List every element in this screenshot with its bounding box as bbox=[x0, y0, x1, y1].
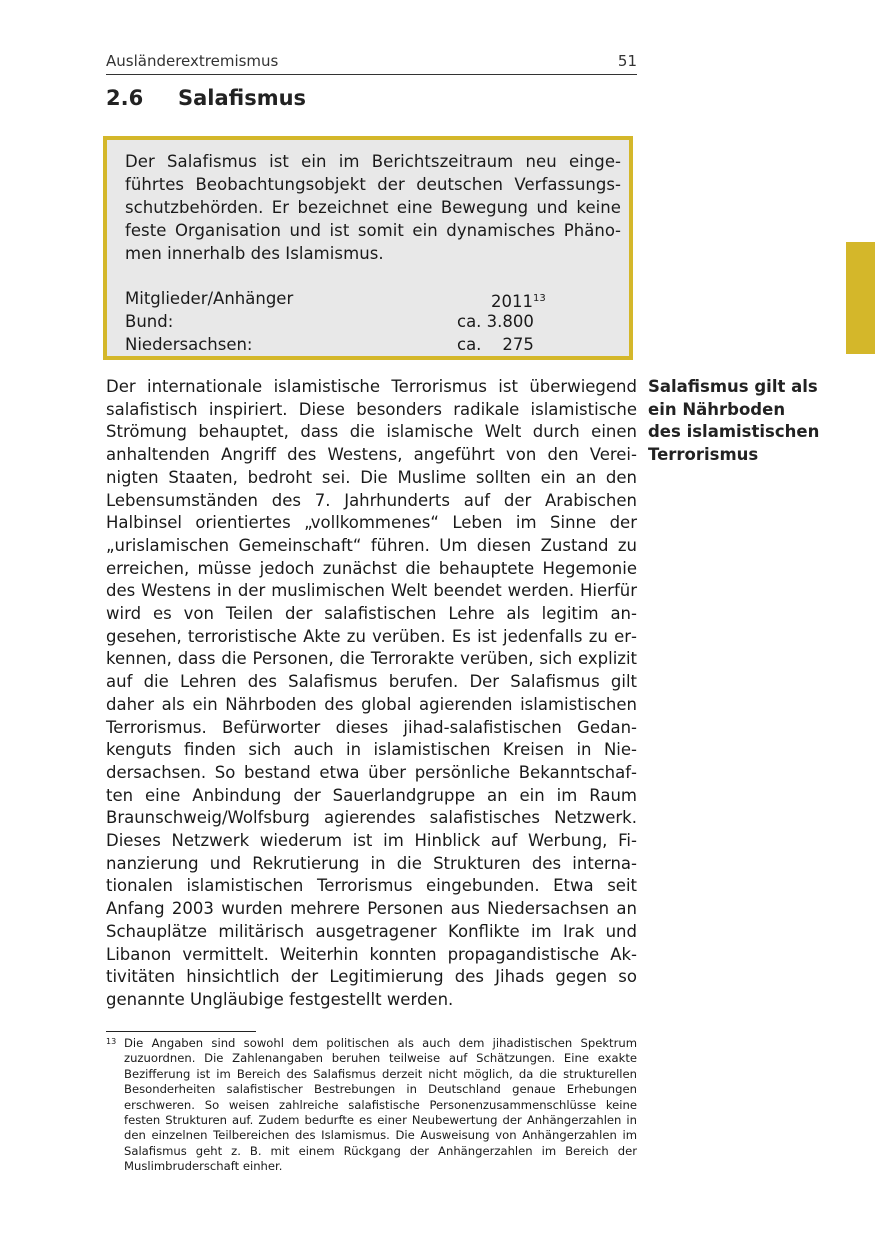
footnote-text: Die Angaben sind sowohl dem politischen als auch dem jihadistischen Spektrum zuzuordnen. Die Zahlenangaben beruhen teilweise auf Schätzungen. Eine exakte Bezifferung ist im Bereich des Salafismus derzeit nicht möglich, da die strukturellen Besonderheiten salafistischer Bestrebungen in Deutschland genaue Erhebungen erschweren. So weisen zahlreiche salafistische Personenzusammenschlüsse keine festen Strukturen auf. Zudem bedurfte es einer Neubewertung der Anhängerzahlen in den einzelnen Teilbereichen des Islamismus. Die Ausweisung von Anhängerzahlen im Salafismus geht z. B. mit einem Rückgang der Anhängerzahlen im Bereich der Muslimbruderschaft einher. bbox=[124, 1036, 637, 1174]
stats-row-label: Bund: bbox=[125, 312, 174, 331]
stats-header-label: Mitglieder/Anhänger bbox=[125, 289, 294, 308]
stats-row-value: ca. 275 bbox=[457, 335, 534, 354]
footnote bbox=[106, 1036, 637, 1175]
section-heading bbox=[106, 86, 306, 110]
footnote-reference: 13 bbox=[533, 293, 546, 304]
footnote-number: 13 bbox=[106, 1037, 117, 1046]
footnote-separator bbox=[106, 1031, 256, 1032]
chapter-title: Ausländerextremismus bbox=[106, 52, 279, 70]
chapter-side-tab bbox=[846, 242, 875, 354]
margin-note: Salafismus gilt als ein Nährboden des islamistischen Terrorismus bbox=[648, 377, 820, 465]
stats-year-value: 2011 bbox=[491, 292, 533, 311]
section-title: Salafismus bbox=[178, 86, 307, 110]
stats-row-label: Niedersachsen: bbox=[125, 335, 253, 354]
info-box-text: Der Salafismus ist ein im Berichtszeitraum neu eingeführtes Beobachtungsobjekt der deutschen Verfassungsschutzbehörden. Er bezeichnet eine Bewegung und keine feste Organisation und ist somit ein dynamisches Phänomen innerhalb des Islamismus. bbox=[125, 152, 621, 263]
info-box bbox=[103, 136, 633, 360]
body-paragraph: Der internationale islamistische Terrorismus ist überwiegend salafistisch inspiriert. Diese besonders radikale islamistische Strömung behauptet, dass die islamische Welt durch einen anhaltenden Angriff des Westens, angeführt von den Vereinigten Staaten, bedroht sei. Die Muslime sollten ein an den Lebensumständen des 7. Jahrhunderts auf der Arabischen Halbinsel orientiertes „vollkommenes“ Leben im Sinne der „urislamischen Gemeinschaft“ führen. Um diesen Zustand zu erreichen, müsse jedoch zunächst die behauptete Hegemonie des Westens in der muslimischen Welt beendet werden. Hierfür wird es von Teilen der salafistischen Lehre als legitim angesehen, terroristische Akte zu verüben. Es ist jedenfalls zu erkennen, dass die Personen, die Terrorakte verüben, sich explizit auf die Lehren des Salafismus berufen. Der Salafismus gilt daher als ein Nährboden des global agierenden islamistischen Terrorismus. Befürworter dieses jihad-salafistischen Gedankenguts finden sich auch in islamistischen Kreisen in Niedersachsen. So bestand etwa über persönliche Bekanntschaften eine Anbindung der Sauerlandgruppe an ein im Raum Braunschweig/Wolfsburg agierendes salafistisches Netzwerk. Dieses Netzwerk wiederum ist im Hinblick auf Werbung, Finanzierung und Rekrutierung in die Strukturen des internationalen islamistischen Terrorismus eingebunden. Etwa seit Anfang 2003 wurden mehrere Personen aus Niedersachsen an Schauplätze militärisch ausgetragener Konflikte im Irak und Libanon vermittelt. Weiterhin konnten propagandistische Aktivitäten hinsichtlich der Legitimierung des Jihads gegen so genannte Ungläubige festgestellt werden. bbox=[106, 377, 637, 1009]
section-number: 2.6 bbox=[106, 86, 144, 110]
stats-row-value: ca. 3.800 bbox=[457, 312, 534, 331]
page-number: 51 bbox=[617, 52, 637, 70]
running-head bbox=[106, 50, 637, 75]
